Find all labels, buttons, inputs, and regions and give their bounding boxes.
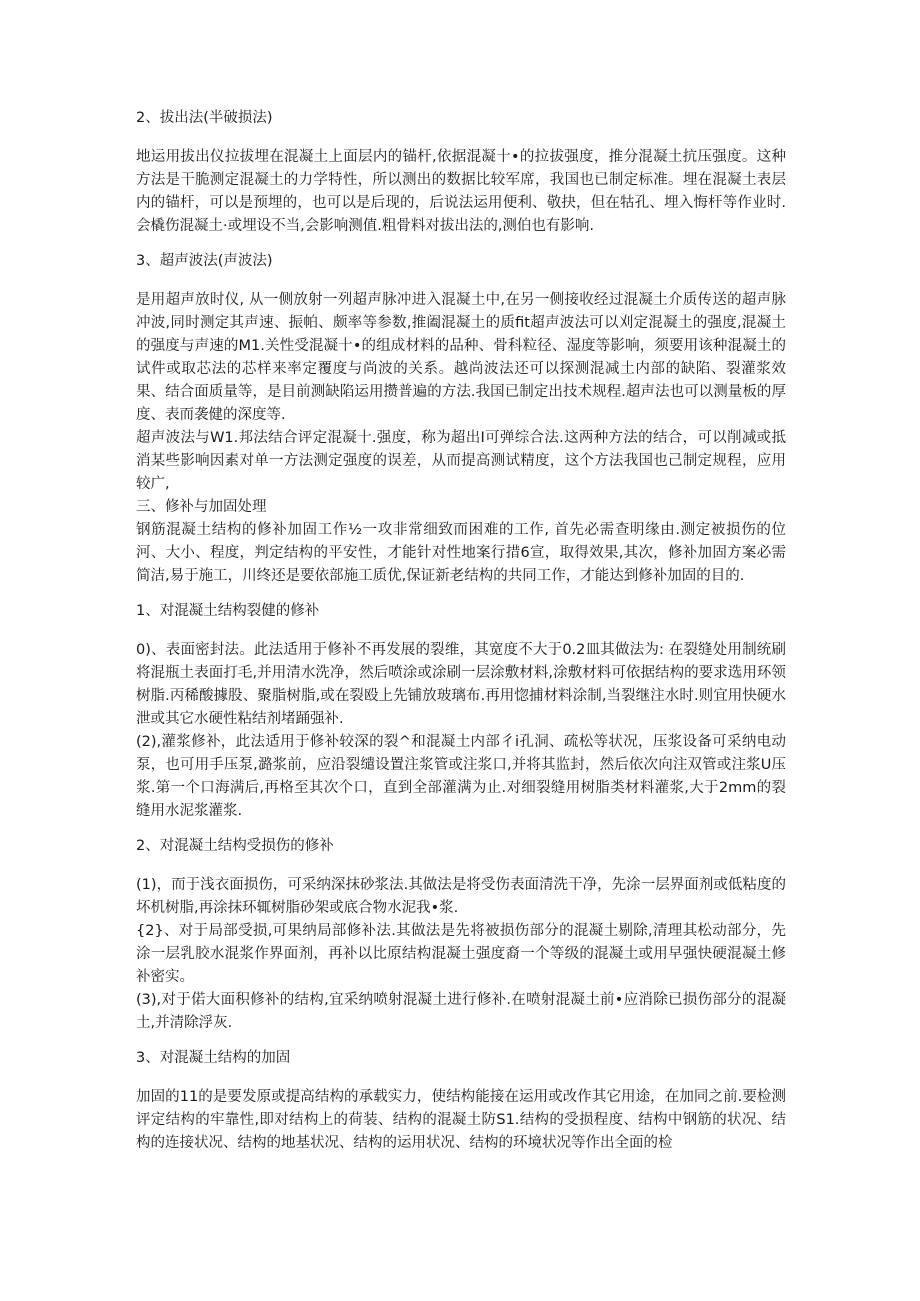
- document-body: [136, 107, 786, 1155]
- paragraph-repair-overview: 钢筋混凝土结构的修补加固工作½一攻非常细致而困难的工作, 首先必需查明缘由.测定被损伤的位河、大小、程度，判定结构的平安性，才能针对性地案行措6宣，取得效果,其次，修补加固方案必需简洁,易于施工，川终还是要依部施工质优,保证新老结构的共同工作，才能达到修补加固的目的.: [136, 522, 786, 584]
- paragraph-ultrasonic-method: 是用超声放时仪, 从一侧放射一列超声脉冲进入混凝土中,在另一侧接收经过混凝土介质传送的超声脉冲波,同时测定其声速、振帕、颇率等参数,推阖混凝土的质fit超声波法可以刈定混凝土的强度,混凝土的强度与声速的M1.关性受混凝十•的组成材料的品种、骨科粒径、湿度等影响，须要用该种混凝土的试件或取芯法的芯样来率定覆度与尚波的关系。越尚波法还可以探测混减土内部的缺陷、裂灌浆效果、结合面质量等，是目前测缺陷运用攒普遍的方法.我国已制定出技术规程.超声法也可以测量板的厚度、表而袭健的深度等.: [136, 292, 786, 423]
- paragraph-grouting-repair: (2),灌浆修补，此法适用于修补较深的裂^和混凝土内部彳i孔洞、疏松等状况，压浆设备可采纳电动泵，也可用手压泵,潞浆前，应沿裂缱设置注浆管或注浆口,并将其监封，然后依次向注双管或注浆U压浆.第一个口海满后,再格至其次个口，直到全部灌满为止.对细裂缝用树脂类材料灌浆,大于2mm的裂缝用水泥浆灌浆.: [136, 734, 786, 819]
- paragraph-reinforcement-purpose: 加固的11的是要发原或提高结构的承载实力，使结构能接在运用或改作其它用途，在加同之前.要检测评定结构的牢靠性,即对结构上的荷装、结构的混凝土防S1.结构的受损程度、结构中钢筋的状况、结构的连接状况、结构的地基状况、结构的运用状况、结构的环境状况等作出全面的检: [136, 1089, 786, 1151]
- paragraph-pullout-method: 地运用拔出仪拉拔埋在混凝土上面层内的锚杆,依据混凝十•的拉拔强度，推分混凝土抗压强度。这种方法是干脆测定混凝土的力学特性，所以测出的数据比较军席，我国也已制定标准。埋在混凝土表层内的锚杆，可以是预埋的，也可以是后现的，后说法运用便利、敬抉，但在牯孔、埋入悔杆等作业时.会橇伤混凝土·或埋设不当,会影响测值.粗骨料对拔出法的,测伯也有影响.: [136, 149, 786, 234]
- section-heading-reinforcement: 3、对混凝土结构的加固: [136, 1050, 291, 1066]
- paragraph-combined-method: 超声波法与W1.邦法结合评定混凝十.强度，称为超出I可弹综合法.这两种方法的结合，可以削减或抵消某些影响因素对单一方法测定强度的误差，从而提高测试精度，这个方法我国也己制定规程，应用较广,: [136, 430, 786, 492]
- section-heading-repair-reinforcement: 三、修补与加固处理: [136, 499, 267, 515]
- paragraph-large-area-repair: (3),对于偌大面积修补的结构,宜采纳喷射混凝土进行修补.在喷射混凝土前•应消除已损伤部分的混凝土,并清除浮灰.: [136, 992, 786, 1031]
- paragraph-shallow-damage: (1)，而于浅衣面损伤，可采纳深抹砂浆法.其做法是将受伤表面清洗干净，先涂一层界面剂或低粘度的坏机树脂,再涂抹环辄树脂砂架或底合物水泥我•浆.: [136, 877, 786, 916]
- paragraph-surface-sealing: 0)、表面密封法。此法适用于修补不再发展的裂维，其宽度不大于0.2皿其做法为: 在裂缝处用制统刷将混瓶土表面打毛,并用清水洗净，然后喷涂或涂刷一层涂敷材料,涂敷材料可依据结构的要求选用环领树脂.丙稀酸據股、聚脂树脂,或在裂殴上先铺放玻璃布.再用惚捕材料涂制,当裂继注水时.则宜用快硬水泄或其它水硬性粘结剂堵踊强补.: [136, 642, 786, 727]
- section-heading-pullout: 2、拔出法(半破损法): [136, 110, 273, 126]
- paragraph-local-damage: {2}、对于局部受损,可果纳局部修补法.其做法是先将被损伤部分的混凝土剔除,清理其松动部分，先涂一层乳胶水混浆作界面剂，再补以比原结构混凝土强度裔一个等级的混凝土或用早强快硬混凝土修补密实。: [136, 923, 786, 985]
- section-heading-crack-repair: 1、对混凝土结构裂健的修补: [136, 603, 320, 619]
- section-heading-ultrasonic: 3、超声波法(声波法): [136, 253, 273, 269]
- section-heading-damage-repair: 2、对混凝土结构受损伤的修补: [136, 838, 334, 854]
